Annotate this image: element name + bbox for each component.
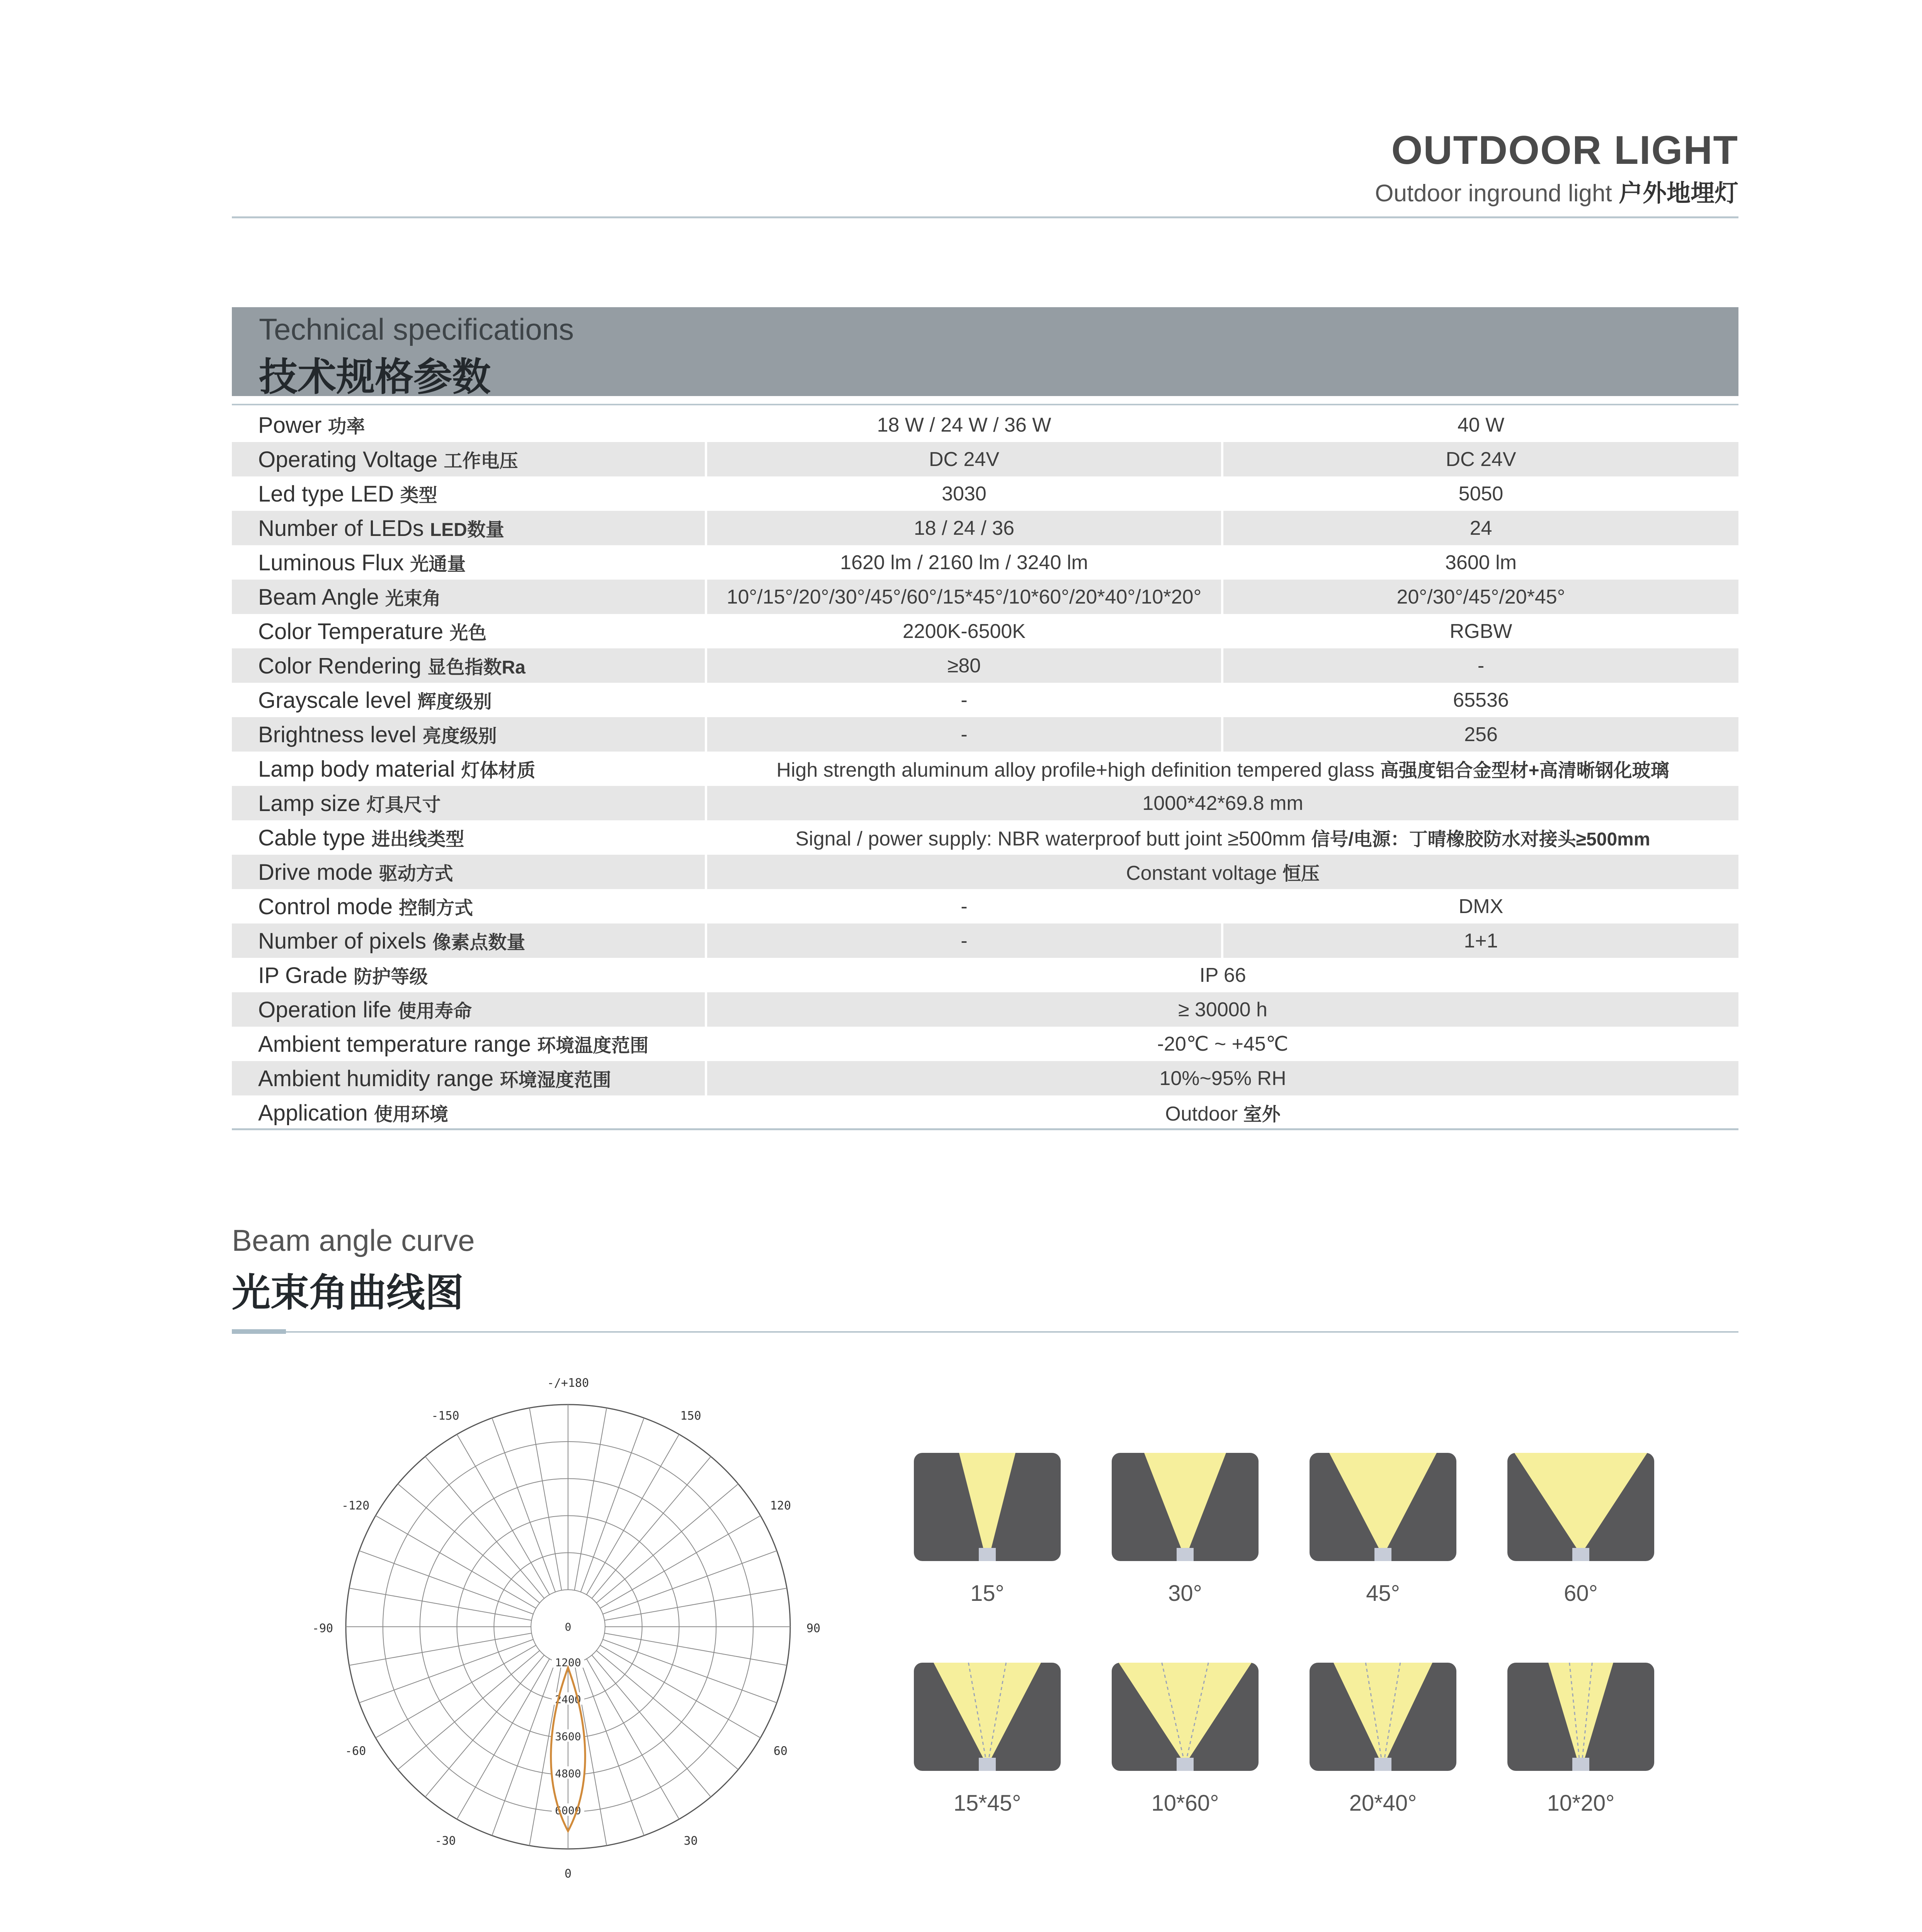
spec-row <box>232 717 1738 752</box>
spec-value: - <box>706 889 1222 923</box>
spec-value: 256 <box>1222 717 1738 752</box>
spec-label-zh: 使用环境 <box>374 1104 448 1125</box>
beam-fixture-base <box>1177 1758 1194 1771</box>
polar-radial-label: 3600 <box>555 1730 581 1743</box>
spec-label-zh: 类型 <box>400 485 437 506</box>
spec-value-merged <box>706 855 1738 889</box>
beam-cone <box>1333 1663 1432 1759</box>
spec-label <box>232 683 706 717</box>
spec-label-zh: 工作电压 <box>444 451 518 471</box>
beam-angle-label: 10*20° <box>1547 1791 1615 1816</box>
spec-value: DC 24V <box>706 442 1222 476</box>
spec-label <box>232 580 706 614</box>
beam-angle-label: 30° <box>1168 1581 1202 1606</box>
beam-cone-icon <box>1507 1453 1654 1561</box>
spec-row <box>232 408 1738 442</box>
spec-row <box>232 648 1738 683</box>
spec-label-en: Lamp size <box>258 791 361 816</box>
spec-row <box>232 1027 1738 1061</box>
spec-heading-bar <box>232 307 1738 399</box>
spec-value-en: -20℃ ~ +45℃ <box>1157 1032 1289 1055</box>
polar-spoke <box>603 1639 777 1703</box>
spec-value-en: 10%~95% RH <box>1159 1067 1286 1090</box>
spec-value-en: Signal / power supply: NBR waterproof butt joint ≥500mm <box>795 828 1306 850</box>
beam-cone <box>1329 1453 1437 1549</box>
spec-label <box>232 855 706 889</box>
spec-value-en: ≥ 30000 h <box>1178 998 1267 1021</box>
spec-value: 18 W / 24 W / 36 W <box>706 408 1222 442</box>
spec-label-zh: 光通量 <box>410 554 466 575</box>
beam-divider-accent <box>232 1329 286 1334</box>
spec-heading-zh: 技术规格参数 <box>259 355 491 399</box>
polar-angle-label: 60 <box>773 1744 788 1758</box>
beam-angle-label: 45° <box>1366 1581 1400 1606</box>
spec-label <box>232 648 706 683</box>
polar-spoke <box>359 1639 533 1703</box>
beam-fixture-base <box>979 1758 996 1771</box>
beam-cone-icon <box>914 1663 1061 1771</box>
spec-label-en: Operation life <box>258 997 391 1022</box>
polar-radial-label: 1200 <box>555 1656 581 1669</box>
spec-label-en: Ambient humidity range <box>258 1066 494 1091</box>
polar-radial-label: 2400 <box>555 1693 581 1706</box>
spec-label-en: Brightness level <box>258 722 417 747</box>
spec-label <box>232 752 706 786</box>
polar-spoke <box>592 1655 711 1797</box>
spec-value-zh: 恒压 <box>1282 864 1320 884</box>
beam-icon <box>1310 1453 1456 1561</box>
spec-value: 24 <box>1222 511 1738 545</box>
polar-angle-label: 90 <box>806 1622 821 1635</box>
spec-row <box>232 752 1738 786</box>
polar-angle-label: 30 <box>684 1834 698 1848</box>
spec-label <box>232 545 706 580</box>
spec-label-zh: 控制方式 <box>399 898 473 918</box>
spec-row <box>232 511 1738 545</box>
polar-spoke <box>349 1633 532 1665</box>
spec-row <box>232 820 1738 855</box>
spec-label-zh: 像素点数量 <box>432 932 526 953</box>
polar-angle-label: -/+180 <box>547 1376 589 1390</box>
polar-spoke <box>425 1457 544 1599</box>
spec-value: 10°/15°/20°/30°/45°/60°/15*45°/10*60°/20*40°/10*20° <box>706 580 1222 614</box>
beam-divider <box>232 1331 1738 1333</box>
beam-icon <box>1310 1663 1456 1771</box>
spec-label-en: Ambient temperature range <box>258 1032 531 1057</box>
spec-row <box>232 786 1738 820</box>
spec-label <box>232 1095 706 1130</box>
beam-cone-icon <box>1507 1663 1654 1771</box>
spec-value-en: High strength aluminum alloy profile+high definition tempered glass <box>776 759 1375 781</box>
page-header-title: OUTDOOR LIGHT <box>1391 128 1738 173</box>
polar-spoke <box>492 1662 555 1835</box>
beam-icon <box>1112 1453 1259 1561</box>
spec-label-zh: 功率 <box>328 417 365 437</box>
spec-label <box>232 511 706 545</box>
spec-value: DC 24V <box>1222 442 1738 476</box>
polar-spoke <box>604 1588 787 1620</box>
spec-label-zh: 显色指数Ra <box>427 657 526 678</box>
beam-fixture-base <box>979 1548 996 1561</box>
spec-top-rule <box>232 404 1738 405</box>
spec-value: - <box>706 923 1222 958</box>
spec-label-en: Luminous Flux <box>258 550 404 575</box>
spec-value-zh: 高强度铝合金型材+高清晰钢化玻璃 <box>1380 760 1669 781</box>
beam-icon <box>1507 1453 1654 1561</box>
spec-label <box>232 1027 706 1061</box>
spec-value-zh: 信号/电源：丁晴橡胶防水对接头≥500mm <box>1311 829 1650 850</box>
spec-row <box>232 614 1738 648</box>
polar-spoke <box>359 1551 533 1614</box>
polar-spoke <box>596 1651 738 1770</box>
polar-angle-label: 150 <box>680 1409 701 1423</box>
spec-label-zh: 环境温度范围 <box>537 1036 649 1056</box>
polar-angle-label: -150 <box>431 1409 459 1423</box>
spec-value: 5050 <box>1222 476 1738 511</box>
spec-row <box>232 889 1738 923</box>
spec-label-en: Color Rendering <box>258 653 422 679</box>
beam-cone <box>1514 1453 1647 1549</box>
beam-cone <box>1548 1663 1613 1759</box>
spec-label <box>232 820 706 855</box>
spec-value-merged <box>706 1061 1738 1095</box>
spec-value-merged <box>706 992 1738 1027</box>
spec-label-en: Power <box>258 413 322 438</box>
beam-icon <box>914 1453 1061 1561</box>
spec-label-zh: LED数量 <box>430 520 504 540</box>
spec-label-zh: 灯体材质 <box>461 760 536 781</box>
spec-label-en: Cable type <box>258 825 366 850</box>
spec-row <box>232 923 1738 958</box>
spec-value: 18 / 24 / 36 <box>706 511 1222 545</box>
spec-value: - <box>706 683 1222 717</box>
beam-cone <box>959 1453 1015 1549</box>
spec-label-en: Application <box>258 1100 368 1126</box>
spec-label-en: Drive mode <box>258 860 373 885</box>
spec-label-en: Color Temperature <box>258 619 444 644</box>
spec-row <box>232 476 1738 511</box>
spec-label-en: Number of pixels <box>258 929 427 954</box>
polar-spoke <box>596 1484 738 1603</box>
page-header-subtitle <box>1375 174 1738 208</box>
spec-label <box>232 442 706 476</box>
polar-radial-label: 6000 <box>555 1804 581 1817</box>
polar-radial-label: 4800 <box>555 1767 581 1780</box>
polar-angle-label: 0 <box>564 1867 572 1881</box>
beam-icon <box>914 1663 1061 1771</box>
polar-spoke <box>581 1662 644 1835</box>
spec-value: - <box>1222 648 1738 683</box>
spec-label <box>232 958 706 992</box>
spec-label <box>232 923 706 958</box>
polar-angle-label: 120 <box>770 1499 791 1513</box>
polar-angle-label: -60 <box>345 1744 366 1758</box>
header-divider <box>232 216 1738 218</box>
beam-cone-icon <box>1310 1663 1456 1771</box>
subtitle-zh: 户外地埋灯 <box>1618 180 1738 207</box>
spec-row <box>232 992 1738 1027</box>
spec-bottom-rule <box>232 1128 1738 1130</box>
spec-label-en: Grayscale level <box>258 688 412 713</box>
beam-angle-label: 15*45° <box>953 1791 1021 1816</box>
spec-value: 3600 lm <box>1222 545 1738 580</box>
spec-value: RGBW <box>1222 614 1738 648</box>
beam-cone <box>1144 1453 1226 1549</box>
beam-angle-label: 60° <box>1564 1581 1598 1606</box>
spec-row <box>232 958 1738 992</box>
beam-cone-icon <box>1112 1453 1259 1561</box>
spec-row <box>232 580 1738 614</box>
spec-label <box>232 614 706 648</box>
spec-value-merged <box>706 786 1738 820</box>
polar-spoke <box>425 1655 544 1797</box>
spec-value: 1620 lm / 2160 lm / 3240 lm <box>706 545 1222 580</box>
beam-fixture-base <box>1374 1758 1391 1771</box>
polar-spoke <box>603 1551 777 1614</box>
spec-value-merged <box>706 752 1738 786</box>
spec-label-zh: 灯具尺寸 <box>366 795 441 815</box>
spec-label-en: Control mode <box>258 894 393 919</box>
beam-icon <box>1507 1663 1654 1771</box>
beam-fixture-base <box>1572 1758 1589 1771</box>
spec-value-en: Constant voltage <box>1126 862 1277 884</box>
polar-spoke <box>604 1633 787 1665</box>
spec-label-zh: 环境湿度范围 <box>500 1070 611 1090</box>
spec-label <box>232 476 706 511</box>
spec-label-zh: 光束角 <box>385 588 441 609</box>
spec-label-zh: 光色 <box>449 623 487 643</box>
polar-angle-label: -120 <box>341 1499 370 1513</box>
spec-label-en: Led type LED <box>258 481 394 507</box>
spec-label-en: Beam Angle <box>258 585 379 610</box>
spec-value: 1+1 <box>1222 923 1738 958</box>
spec-label-zh: 驱动方式 <box>379 864 453 884</box>
spec-heading-en: Technical specifications <box>259 312 574 346</box>
spec-value-merged <box>706 1095 1738 1130</box>
spec-value: 40 W <box>1222 408 1738 442</box>
polar-spoke <box>398 1651 540 1770</box>
spec-value: 2200K-6500K <box>706 614 1222 648</box>
spec-value-en: IP 66 <box>1199 964 1246 986</box>
polar-spoke <box>529 1408 561 1590</box>
spec-label <box>232 1061 706 1095</box>
spec-label-zh: 辉度级别 <box>417 692 492 712</box>
spec-label-en: Operating Voltage <box>258 447 438 472</box>
polar-spoke <box>529 1663 561 1845</box>
beam-cone-icon <box>1310 1453 1456 1561</box>
spec-value: DMX <box>1222 889 1738 923</box>
beam-cone-icon <box>914 1453 1061 1561</box>
spec-row <box>232 1095 1738 1130</box>
spec-label-en: IP Grade <box>258 963 348 988</box>
spec-label <box>232 717 706 752</box>
spec-label-zh: 进出线类型 <box>371 829 464 850</box>
spec-value-zh: 室外 <box>1243 1104 1281 1125</box>
polar-angle-label: -30 <box>435 1834 456 1848</box>
beam-cone-icon <box>1112 1663 1259 1771</box>
spec-value: 65536 <box>1222 683 1738 717</box>
spec-label-zh: 亮度级别 <box>422 726 497 747</box>
beam-cone <box>1119 1663 1252 1759</box>
spec-value: ≥80 <box>706 648 1222 683</box>
spec-value-merged <box>706 958 1738 992</box>
spec-row <box>232 1061 1738 1095</box>
spec-label <box>232 889 706 923</box>
polar-spoke <box>581 1418 644 1592</box>
beam-heading-en: Beam angle curve <box>232 1223 475 1257</box>
spec-row <box>232 442 1738 476</box>
spec-value: - <box>706 717 1222 752</box>
beam-fixture-base <box>1177 1548 1194 1561</box>
spec-label <box>232 786 706 820</box>
spec-label-en: Lamp body material <box>258 757 455 782</box>
polar-beam-curve-chart <box>301 1376 927 1886</box>
polar-radial-label: 0 <box>565 1621 571 1633</box>
beam-icon <box>1112 1663 1259 1771</box>
beam-angle-label: 20*40° <box>1349 1791 1417 1816</box>
spec-row <box>232 683 1738 717</box>
beam-angle-label: 10*60° <box>1151 1791 1219 1816</box>
spec-label <box>232 408 706 442</box>
beam-fixture-base <box>1374 1548 1391 1561</box>
polar-spoke <box>575 1663 607 1845</box>
polar-spoke <box>575 1408 607 1590</box>
spec-value: 20°/30°/45°/20*45° <box>1222 580 1738 614</box>
spec-label-en: Number of LEDs <box>258 516 424 541</box>
beam-cone <box>934 1663 1041 1759</box>
spec-label-zh: 使用寿命 <box>398 1001 472 1022</box>
polar-spoke <box>398 1484 540 1603</box>
polar-angle-label: -90 <box>312 1622 333 1635</box>
polar-spoke <box>492 1418 555 1592</box>
beam-angle-label: 15° <box>970 1581 1004 1606</box>
spec-label-zh: 防护等级 <box>354 967 428 987</box>
spec-value-en: Outdoor <box>1165 1103 1238 1125</box>
beam-fixture-base <box>1572 1548 1589 1561</box>
polar-spoke <box>349 1588 532 1620</box>
spec-table <box>232 408 1738 1130</box>
subtitle-en: Outdoor inground light <box>1375 180 1612 207</box>
spec-label <box>232 992 706 1027</box>
spec-value-merged <box>706 1027 1738 1061</box>
spec-row <box>232 855 1738 889</box>
spec-row <box>232 545 1738 580</box>
polar-spoke <box>592 1457 711 1599</box>
spec-value-en: 1000*42*69.8 mm <box>1142 792 1303 815</box>
spec-value-merged <box>706 820 1738 855</box>
beam-heading-zh: 光束角曲线图 <box>232 1271 464 1315</box>
spec-value: 3030 <box>706 476 1222 511</box>
